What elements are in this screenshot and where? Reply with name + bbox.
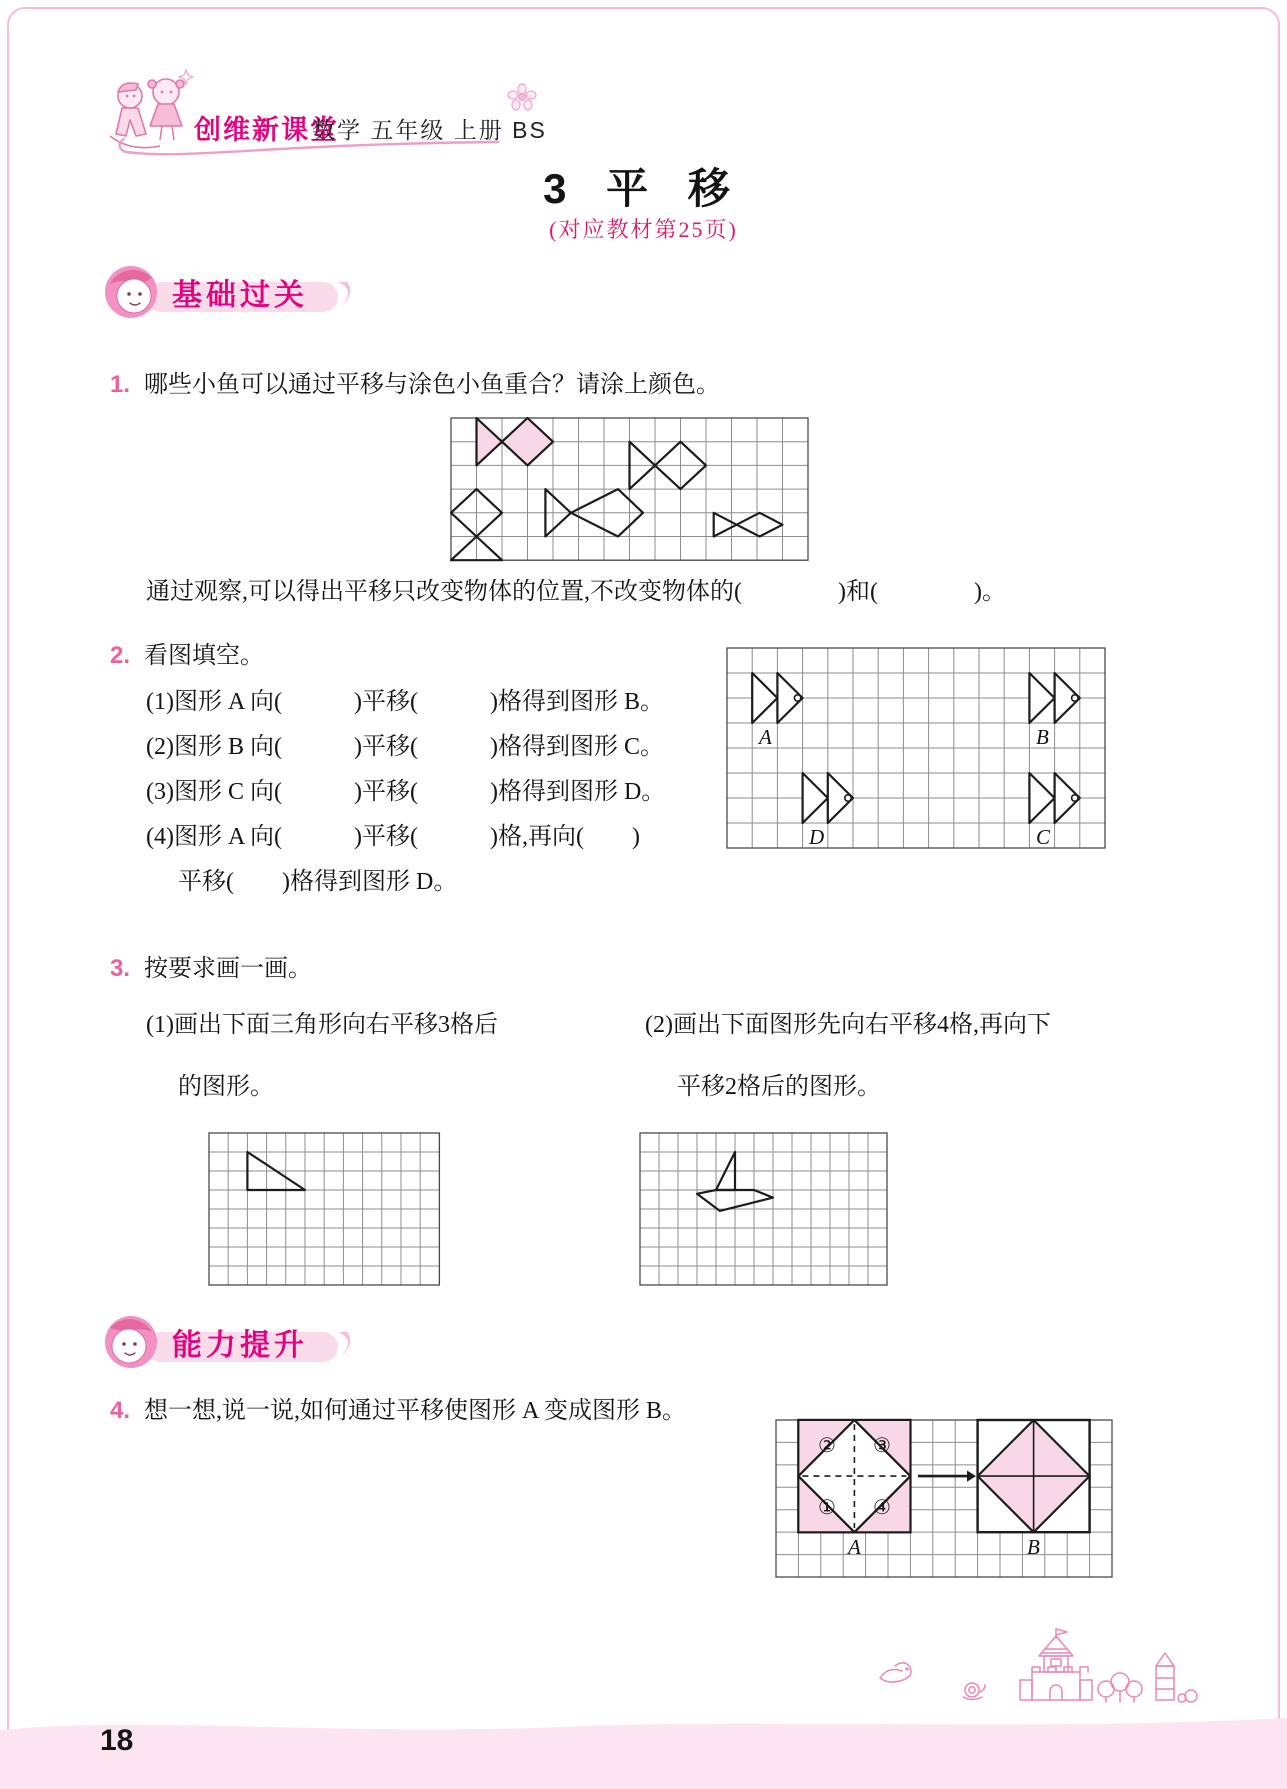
q3-number: 3. <box>110 955 131 982</box>
fish-eye <box>794 695 800 701</box>
q3-right-line2: 平移2格后的图形。 <box>677 1074 881 1100</box>
page-title-note: (对应教材第25页) <box>549 217 738 242</box>
q4-diagram-figure <box>773 1417 1115 1581</box>
section-badge-label: 基础过关 <box>172 279 308 312</box>
q4-question-line <box>110 1390 686 1425</box>
q2-item-4: (4)图形 A 向( )平移( )格,再向( ) <box>146 824 640 850</box>
child-face-icon <box>104 1314 160 1372</box>
q4-square-b <box>978 1420 1090 1559</box>
q1-question-line <box>110 364 720 399</box>
q3-text: 按要求画一画。 <box>144 956 313 982</box>
tower-icon <box>1156 1653 1174 1700</box>
q2-number: 2. <box>110 642 131 669</box>
circled-1: ① <box>818 1495 836 1519</box>
flower-icon <box>506 82 538 114</box>
q2-item-4-continuation: 平移( )格得到图形 D。 <box>178 869 458 895</box>
q1-shaded-fish <box>477 418 554 465</box>
q2-label-b: B <box>1036 725 1049 749</box>
q1-conclusion-line: 通过观察,可以得出平移只改变物体的位置,不改变物体的( )和( )。 <box>146 579 1006 605</box>
q3-left-grid-figure <box>206 1130 443 1289</box>
q3-question-line <box>110 948 312 983</box>
child-face-icon <box>104 264 160 322</box>
q1-text: 哪些小鱼可以通过平移与涂色小鱼重合？请涂上颜色。 <box>144 372 721 398</box>
snail-icon <box>963 1683 985 1700</box>
q1-number: 1. <box>110 371 131 398</box>
q1-grid-figure <box>448 415 811 564</box>
castle-icon <box>1020 1628 1092 1700</box>
q4-square-a <box>798 1420 910 1559</box>
page-title: 3 平 移 <box>543 165 744 212</box>
q2-label-c: C <box>1036 825 1051 849</box>
bird-icon <box>880 1663 911 1682</box>
fish-eye <box>1072 795 1078 801</box>
q2-item-2: (2)图形 B 向( )平移( )格得到图形 C。 <box>146 734 664 760</box>
q4-label-a: A <box>848 1535 861 1559</box>
badge-tail-swoosh <box>336 280 354 310</box>
brand-title: 创维新课堂 <box>194 115 339 145</box>
q1-small-fish <box>714 513 783 537</box>
page-number: 18 <box>100 1724 134 1757</box>
castle-doodle-scene <box>860 1628 1220 1718</box>
badge-tail-swoosh <box>336 1330 354 1360</box>
q2-item-3: (3)图形 C 向( )平移( )格得到图形 D。 <box>146 779 666 805</box>
q2-text: 看图填空。 <box>144 643 265 669</box>
q2-item-1: (1)图形 A 向( )平移( )格得到图形 B。 <box>146 689 664 715</box>
q4-arrow-icon <box>918 1471 976 1482</box>
q3-right-grid-figure <box>637 1130 890 1289</box>
circled-3: ③ <box>873 1433 891 1457</box>
q4-number: 4. <box>110 1397 131 1424</box>
circled-2: ② <box>818 1433 836 1457</box>
q3-right-line1: (2)画出下面图形先向右平移4格,再向下 <box>645 1012 1051 1038</box>
q2-label-d: D <box>809 825 825 849</box>
q2-grid-figure <box>724 645 1108 851</box>
section-badge-basics <box>104 264 354 324</box>
section-badge-label: 能力提升 <box>172 1329 308 1362</box>
q3-left-line1: (1)画出下面三角形向右平移3格后 <box>146 1012 498 1038</box>
q2-question-line <box>110 635 264 670</box>
q3-left-line2: 的图形。 <box>178 1074 274 1100</box>
q4-text: 想一想,说一说,如何通过平移使图形 A 变成图形 B。 <box>144 1398 687 1424</box>
q2-label-a: A <box>759 725 772 749</box>
q4-label-b: B <box>1027 1535 1040 1559</box>
bush-icon <box>1178 1690 1197 1702</box>
trees-icon <box>1098 1673 1142 1702</box>
circled-4: ④ <box>873 1495 891 1519</box>
section-badge-advanced <box>104 1314 354 1374</box>
fish-eye <box>1072 695 1078 701</box>
fish-eye <box>845 795 851 801</box>
header-subject: 数学 五年级 上册 BS <box>312 117 547 143</box>
